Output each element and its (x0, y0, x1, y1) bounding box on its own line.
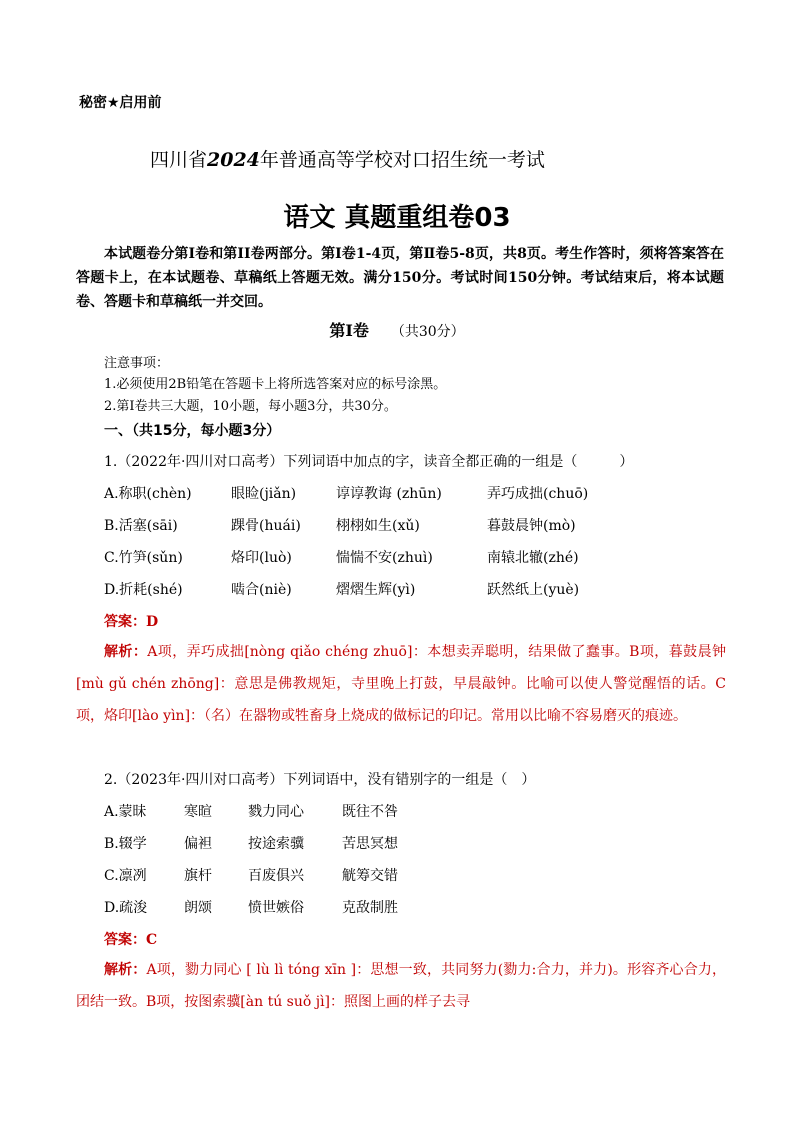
option-word: 偏袒 (184, 836, 212, 852)
option-word: 苦思冥想 (342, 836, 398, 852)
option-word: 愤世嫉俗 (248, 900, 304, 916)
option-row (104, 865, 724, 885)
option-row (104, 515, 724, 535)
option-row (104, 833, 724, 853)
option-word: C.凛冽 (104, 868, 147, 884)
option-word: 熠熠生辉(yì) (336, 582, 416, 598)
option-word: A.蒙昧 (104, 804, 147, 820)
exam-title (150, 145, 545, 172)
option-word: 跃然纸上(yuè) (487, 582, 580, 598)
option-word: 觥筹交错 (342, 868, 398, 884)
note-item: 1.必须使用2B铅笔在答题卡上将所选答案对应的标号涂黑。 (104, 377, 447, 392)
confidential-label: 秘密★启用前 (79, 95, 162, 111)
option-word: 踝骨(huái) (231, 518, 301, 534)
exam-year: 2024 (207, 149, 260, 171)
exam-instructions: 本试题卷分第Ⅰ卷和第ⅠⅠ卷两部分。第Ⅰ卷1-4页，第Ⅱ卷5-8页，共8页。考生作答时，须将答案答在答题卡上，在本试题卷、草稿纸上答题无效。满分150分。考试时间150分钟。考试结束后，将本试题卷、答题卡和草稿纸一并交回。 (76, 246, 724, 310)
part-one-score: （共30分） (390, 324, 465, 340)
option-word: 啮合(niè) (231, 582, 292, 598)
note-item: 2.第Ⅰ卷共三大题，10小题，每小题3分，共30分。 (104, 399, 397, 414)
option-word: D.折耗(shé) (104, 582, 183, 598)
analysis-text: A项，弄巧成拙[nòng qiǎo chéng zhuō]：本想卖弄聪明，结果做了蠢事。B项，暮鼓晨钟[mù gǔ chén zhōng]：意思是佛教规矩，寺里晚上打鼓，早晨敲钟。比喻可以使人警觉醒悟的话。C项，烙印[lào yìn]：（名）在器物或牲畜身上烧成的做标记的印记。常用以比喻不容易磨灭的痕迹。 (76, 644, 726, 724)
option-word: 克敌制胜 (342, 900, 398, 916)
option-word: 栩栩如生(xǔ) (336, 518, 420, 534)
option-word: B.辍学 (104, 836, 147, 852)
option-word: 旗杆 (184, 868, 212, 884)
option-word: 按途索骥 (248, 836, 304, 852)
option-word: 既往不咎 (342, 804, 398, 820)
option-word: 南辕北辙(zhé) (487, 550, 579, 566)
option-word: 暮鼓晨钟(mò) (487, 518, 576, 534)
option-word: B.活塞(sāi) (104, 518, 178, 534)
analysis-label: 解析： (104, 962, 147, 978)
paper-title: 语文 真题重组卷03 (283, 203, 511, 233)
answer-label: 答案：D (104, 614, 159, 630)
option-row (104, 801, 724, 821)
option-row (104, 483, 724, 503)
section-heading: 一、（共15分，每小题3分） (104, 423, 281, 439)
notes-heading: 注意事项： (104, 356, 170, 371)
part-one-heading (0, 318, 794, 341)
option-row (104, 579, 724, 599)
answer-label: 答案：C (104, 932, 158, 948)
analysis-text: A项，勠力同心 [ lù lì tóng xīn ]：思想一致，共同努力(勠力:合力，并力)。形容齐心合力，团结一致。B项，按图索骥[àn tú suǒ jì]：照图上画的样子去寻 (76, 962, 727, 1010)
exam-title-pre: 四川省 (150, 149, 208, 171)
part-one-title: 第Ⅰ卷 (329, 321, 369, 340)
question-stem: 1.（2022年·四川对口高考）下列词语中加点的字，读音全都正确的一组是（ ） (104, 454, 634, 470)
option-row (104, 897, 724, 917)
option-word: 眼睑(jiǎn) (231, 486, 297, 502)
analysis-block (76, 636, 726, 732)
option-word: 寒暄 (184, 804, 212, 820)
option-word: C.竹笋(sǔn) (104, 550, 183, 566)
option-word: 戮力同心 (248, 804, 304, 820)
option-word: 百废俱兴 (248, 868, 304, 884)
option-row (104, 547, 724, 567)
option-word: 烙印(luò) (231, 550, 292, 566)
option-word: 谆谆教诲 (zhūn) (336, 486, 442, 502)
option-word: 朗颂 (184, 900, 212, 916)
option-word: A.称职(chèn) (104, 486, 192, 502)
analysis-block (76, 954, 726, 1018)
option-word: 惴惴不安(zhuì) (336, 550, 433, 566)
question-stem: 2.（2023年·四川对口高考）下列词语中，没有错别字的一组是（ ） (104, 772, 536, 788)
option-word: 弄巧成拙(chuō) (487, 486, 589, 502)
option-word: D.疏浚 (104, 900, 148, 916)
exam-title-post: 年普通高等学校对口招生统一考试 (259, 149, 545, 171)
analysis-label: 解析： (104, 644, 148, 660)
